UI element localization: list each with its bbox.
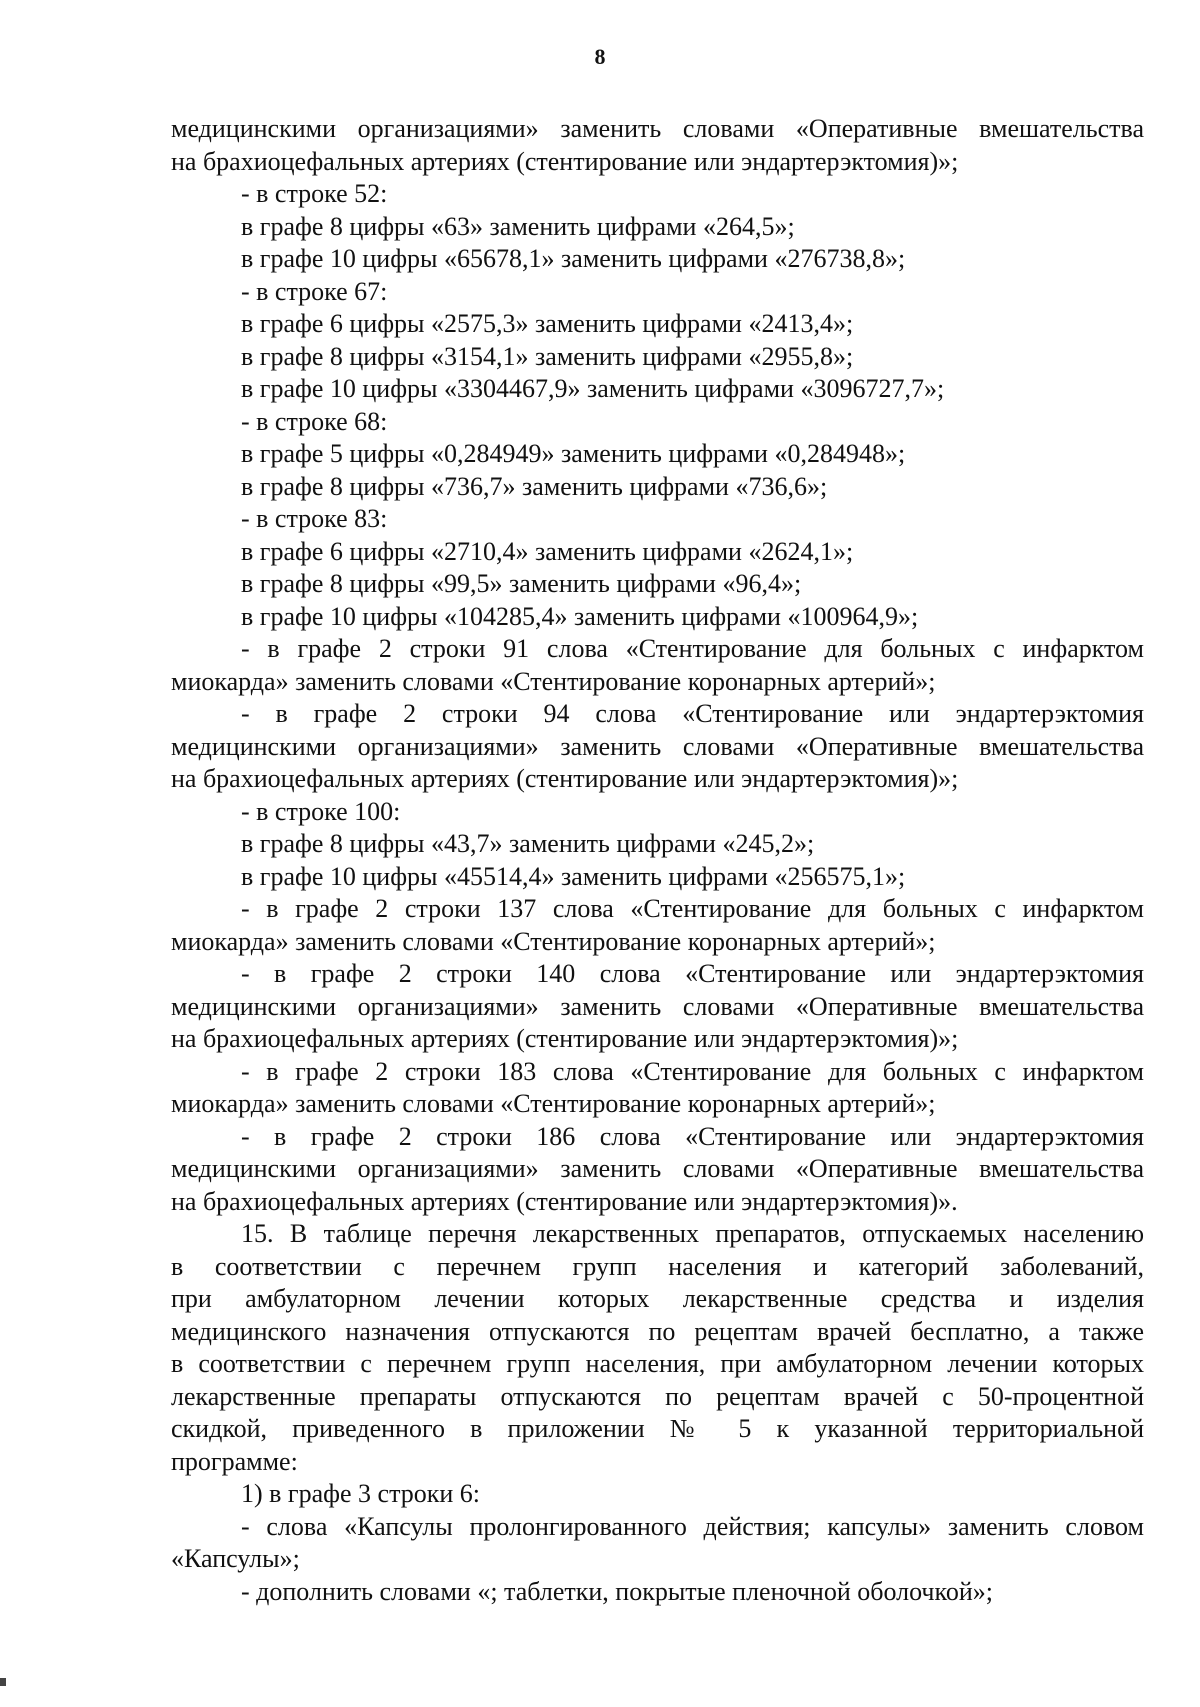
text-line: 1) в графе 3 строки 6: [241,1479,481,1508]
text-line: - в строке 67: [241,276,388,306]
text-line: миокарда» заменить словами «Стентирование коронарных артерий»; [171,666,936,696]
text-line: медицинскими организациями» заменить словами «Оперативные вмешательства [171,114,1144,143]
text-line: в графе 5 цифры «0,284949» заменить цифрами «0,284948»; [241,439,906,468]
document-body [171,113,1144,1608]
text-line: - дополнить словами «; таблетки, покрытые пленочной оболочкой»; [241,1576,993,1606]
text-line: в графе 10 цифры «45514,4» заменить цифрами «256575,1»; [241,861,906,891]
text-line: в графе 8 цифры «99,5» заменить цифрами «96,4»; [241,569,802,598]
text-line: на брахиоцефальных артериях (стентирование или эндартерэктомия)»; [171,146,959,176]
text-line: - в графе 2 строки 94 слова «Стентирование или эндартерэктомия [241,699,1144,728]
text-line: - в строке 68: [241,406,388,436]
text-line: миокарда» заменить словами «Стентирование коронарных артерий»; [171,1089,936,1118]
text-line: медицинскими организациями» заменить словами «Оперативные вмешательства [171,1154,1144,1183]
text-line: медицинскими организациями» заменить словами «Оперативные вмешательства [171,731,1144,761]
text-line: медицинскими организациями» заменить словами «Оперативные вмешательства [171,991,1144,1021]
text-line: миокарда» заменить словами «Стентирование коронарных артерий»; [171,926,936,956]
text-line: - в строке 52: [241,179,388,208]
text-line: в графе 8 цифры «736,7» заменить цифрами «736,6»; [241,471,828,501]
text-line: в графе 8 цифры «3154,1» заменить цифрами «2955,8»; [241,341,854,371]
text-line: - в графе 2 строки 91 слова «Стентирование для больных с инфарктом [241,634,1144,663]
page-number: 8 [594,44,606,69]
text-line: на брахиоцефальных артериях (стентирование или эндартерэктомия)»; [171,764,959,793]
text-line: - в строке 100: [241,796,401,826]
text-line: на брахиоцефальных артериях (стентирование или эндартерэктомия)». [171,1186,958,1216]
text-line: на брахиоцефальных артериях (стентирование или эндартерэктомия)»; [171,1024,959,1053]
text-line: - в графе 2 строки 137 слова «Стентирование для больных с инфарктом [241,894,1144,923]
text-line: в графе 8 цифры «63» заменить цифрами «264,5»; [241,211,795,241]
text-line: в графе 8 цифры «43,7» заменить цифрами «245,2»; [241,829,815,858]
text-line: - слова «Капсулы пролонгированного действия; капсулы» заменить словом [241,1511,1144,1541]
text-line: - в графе 2 строки 140 слова «Стентирование или эндартерэктомия [241,959,1144,988]
text-line: в графе 6 цифры «2575,3» заменить цифрами «2413,4»; [241,309,854,338]
text-line: - в графе 2 строки 186 слова «Стентирование или эндартерэктомия [241,1121,1144,1151]
text-line: «Капсулы»; [171,1544,300,1573]
text-line: 15. В таблице перечня лекарственных препаратов, отпускаемых населению [241,1219,1144,1248]
text-line: лекарственные препараты отпускаются по рецептам врачей с 50-процентной [171,1381,1144,1411]
text-line: в соответствии с перечнем групп населения и категорий заболеваний, [171,1251,1144,1281]
text-line: - в графе 2 строки 183 слова «Стентирование для больных с инфарктом [241,1056,1144,1086]
text-line: в графе 10 цифры «104285,4» заменить цифрами «100964,9»; [241,601,919,631]
text-line: программе: [171,1446,298,1476]
text-line: медицинского назначения отпускаются по рецептам врачей бесплатно, а также [171,1316,1144,1346]
text-line: скидкой, приведенного в приложении № 5 к указанной территориальной [171,1414,1144,1443]
text-line: в графе 10 цифры «3304467,9» заменить цифрами «3096727,7»; [241,374,945,403]
text-line: в соответствии с перечнем групп населения, при амбулаторном лечении которых [171,1349,1144,1378]
scan-artifact [0,1678,6,1686]
text-line: в графе 10 цифры «65678,1» заменить цифрами «276738,8»; [241,244,906,273]
text-line: при амбулаторном лечении которых лекарственные средства и изделия [171,1284,1144,1313]
text-line: - в строке 83: [241,504,388,533]
text-line: в графе 6 цифры «2710,4» заменить цифрами «2624,1»; [241,536,854,566]
